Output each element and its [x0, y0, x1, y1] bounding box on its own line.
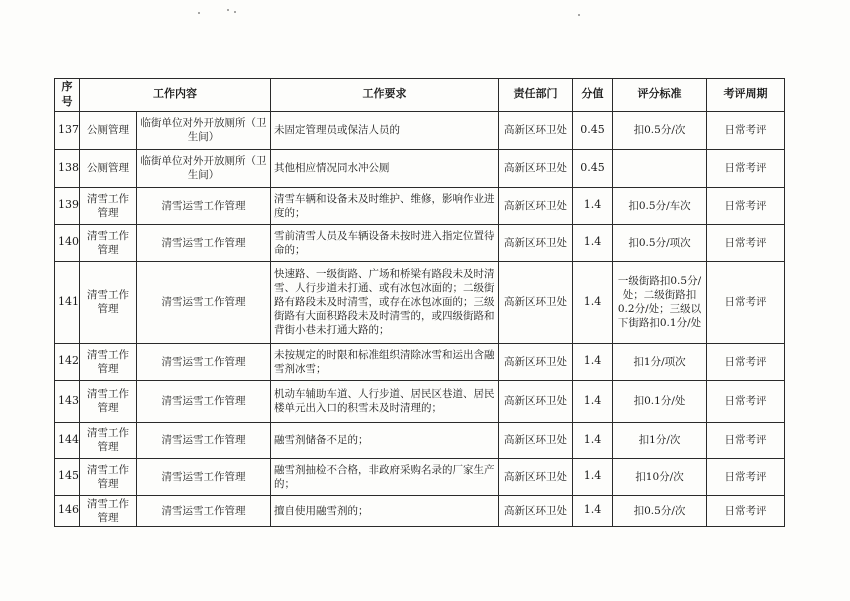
row-category: 清雪工作管理 [80, 343, 137, 380]
row-score: 1.4 [573, 343, 613, 380]
row-score: 1.4 [573, 458, 613, 495]
row-score: 1.4 [573, 422, 613, 458]
row-standard: 扣1分/项次 [613, 343, 707, 380]
row-standard: 扣0.5分/次 [613, 111, 707, 149]
header-row [55, 79, 785, 112]
row-category: 清雪工作管理 [80, 261, 137, 343]
table-row [55, 261, 785, 343]
row-no: 139 [55, 187, 80, 224]
row-period: 日常考评 [707, 343, 785, 380]
row-no: 146 [55, 495, 80, 526]
row-no: 141 [55, 261, 80, 343]
row-no: 142 [55, 343, 80, 380]
row-content: 清雪运雪工作管理 [137, 343, 271, 380]
row-standard: 扣1分/次 [613, 422, 707, 458]
row-dept: 高新区环卫处 [499, 495, 573, 526]
header-no: 序号 [55, 79, 80, 112]
row-score: 0.45 [573, 111, 613, 149]
row-score: 1.4 [573, 380, 613, 422]
row-no: 145 [55, 458, 80, 495]
row-no: 137 [55, 111, 80, 149]
row-requirement: 未按规定的时限和标准组织清除冰雪和运出含融雪剂冰雪； [271, 343, 499, 380]
row-no: 143 [55, 380, 80, 422]
table-row [55, 187, 785, 224]
row-requirement: 雪前清雪人员及车辆设备未按时进入指定位置待命的； [271, 224, 499, 261]
row-dept: 高新区环卫处 [499, 224, 573, 261]
table-row [55, 495, 785, 526]
row-content: 清雪运雪工作管理 [137, 458, 271, 495]
table-row [55, 380, 785, 422]
header-work-content: 工作内容 [80, 79, 271, 112]
row-standard [613, 149, 707, 187]
row-category: 清雪工作管理 [80, 224, 137, 261]
row-content: 清雪运雪工作管理 [137, 224, 271, 261]
row-dept: 高新区环卫处 [499, 458, 573, 495]
row-category: 清雪工作管理 [80, 422, 137, 458]
row-standard: 一级街路扣0.5分/处；二级街路扣0.2分/处；三级以下街路扣0.1分/处 [613, 261, 707, 343]
row-dept: 高新区环卫处 [499, 187, 573, 224]
row-dept: 高新区环卫处 [499, 343, 573, 380]
row-no: 144 [55, 422, 80, 458]
row-score: 1.4 [573, 495, 613, 526]
row-period: 日常考评 [707, 224, 785, 261]
row-content: 临街单位对外开放厕所（卫生间） [137, 111, 271, 149]
row-standard: 扣0.5分/项次 [613, 224, 707, 261]
row-requirement: 未固定管理员或保洁人员的 [271, 111, 499, 149]
row-score: 0.45 [573, 149, 613, 187]
scan-speck [234, 11, 236, 13]
row-requirement: 清雪车辆和设备未及时维护、维修，影响作业进度的； [271, 187, 499, 224]
table-row [55, 458, 785, 495]
row-dept: 高新区环卫处 [499, 111, 573, 149]
scan-speck [227, 9, 229, 11]
row-dept: 高新区环卫处 [499, 422, 573, 458]
row-requirement: 擅自使用融雪剂的； [271, 495, 499, 526]
header-score: 分值 [573, 79, 613, 112]
scan-speck [578, 14, 580, 16]
row-period: 日常考评 [707, 111, 785, 149]
row-period: 日常考评 [707, 458, 785, 495]
row-content: 清雪运雪工作管理 [137, 380, 271, 422]
row-period: 日常考评 [707, 149, 785, 187]
row-score: 1.4 [573, 261, 613, 343]
row-category: 清雪工作管理 [80, 495, 137, 526]
scan-speck [198, 12, 200, 14]
evaluation-table [54, 78, 785, 527]
row-score: 1.4 [573, 224, 613, 261]
row-content: 临街单位对外开放厕所（卫生间） [137, 149, 271, 187]
row-score: 1.4 [573, 187, 613, 224]
header-standard: 评分标准 [613, 79, 707, 112]
row-requirement: 其他相应情况同水冲公厕 [271, 149, 499, 187]
row-requirement: 机动车辅助车道、人行步道、居民区巷道、居民楼单元出入口的积雪未及时清理的； [271, 380, 499, 422]
header-requirement: 工作要求 [271, 79, 499, 112]
table-row [55, 343, 785, 380]
row-category: 清雪工作管理 [80, 187, 137, 224]
row-standard: 扣10分/次 [613, 458, 707, 495]
row-category: 公厕管理 [80, 149, 137, 187]
row-dept: 高新区环卫处 [499, 261, 573, 343]
row-content: 清雪运雪工作管理 [137, 495, 271, 526]
row-standard: 扣0.5分/次 [613, 495, 707, 526]
table-row [55, 422, 785, 458]
row-standard: 扣0.5分/车次 [613, 187, 707, 224]
table-row [55, 149, 785, 187]
row-requirement: 快速路、一级街路、广场和桥梁有路段未及时清雪、人行步道未打通、或有冰包冰面的；二级街路有路段未及时清雪，或存在冰包冰面的；三级街路有大面积路段未及时清雪的，或四级街路和背街小巷未打通大路的； [271, 261, 499, 343]
row-category: 公厕管理 [80, 111, 137, 149]
row-no: 138 [55, 149, 80, 187]
row-content: 清雪运雪工作管理 [137, 261, 271, 343]
table-row [55, 224, 785, 261]
row-content: 清雪运雪工作管理 [137, 187, 271, 224]
row-requirement: 融雪剂储备不足的； [271, 422, 499, 458]
row-period: 日常考评 [707, 422, 785, 458]
row-no: 140 [55, 224, 80, 261]
row-period: 日常考评 [707, 187, 785, 224]
row-category: 清雪工作管理 [80, 380, 137, 422]
header-period: 考评周期 [707, 79, 785, 112]
row-period: 日常考评 [707, 261, 785, 343]
row-period: 日常考评 [707, 380, 785, 422]
row-requirement: 融雪剂抽检不合格，非政府采购名录的厂家生产的； [271, 458, 499, 495]
row-period: 日常考评 [707, 495, 785, 526]
row-category: 清雪工作管理 [80, 458, 137, 495]
table-row [55, 111, 785, 149]
row-dept: 高新区环卫处 [499, 380, 573, 422]
row-content: 清雪运雪工作管理 [137, 422, 271, 458]
row-standard: 扣0.1分/处 [613, 380, 707, 422]
header-dept: 责任部门 [499, 79, 573, 112]
row-dept: 高新区环卫处 [499, 149, 573, 187]
